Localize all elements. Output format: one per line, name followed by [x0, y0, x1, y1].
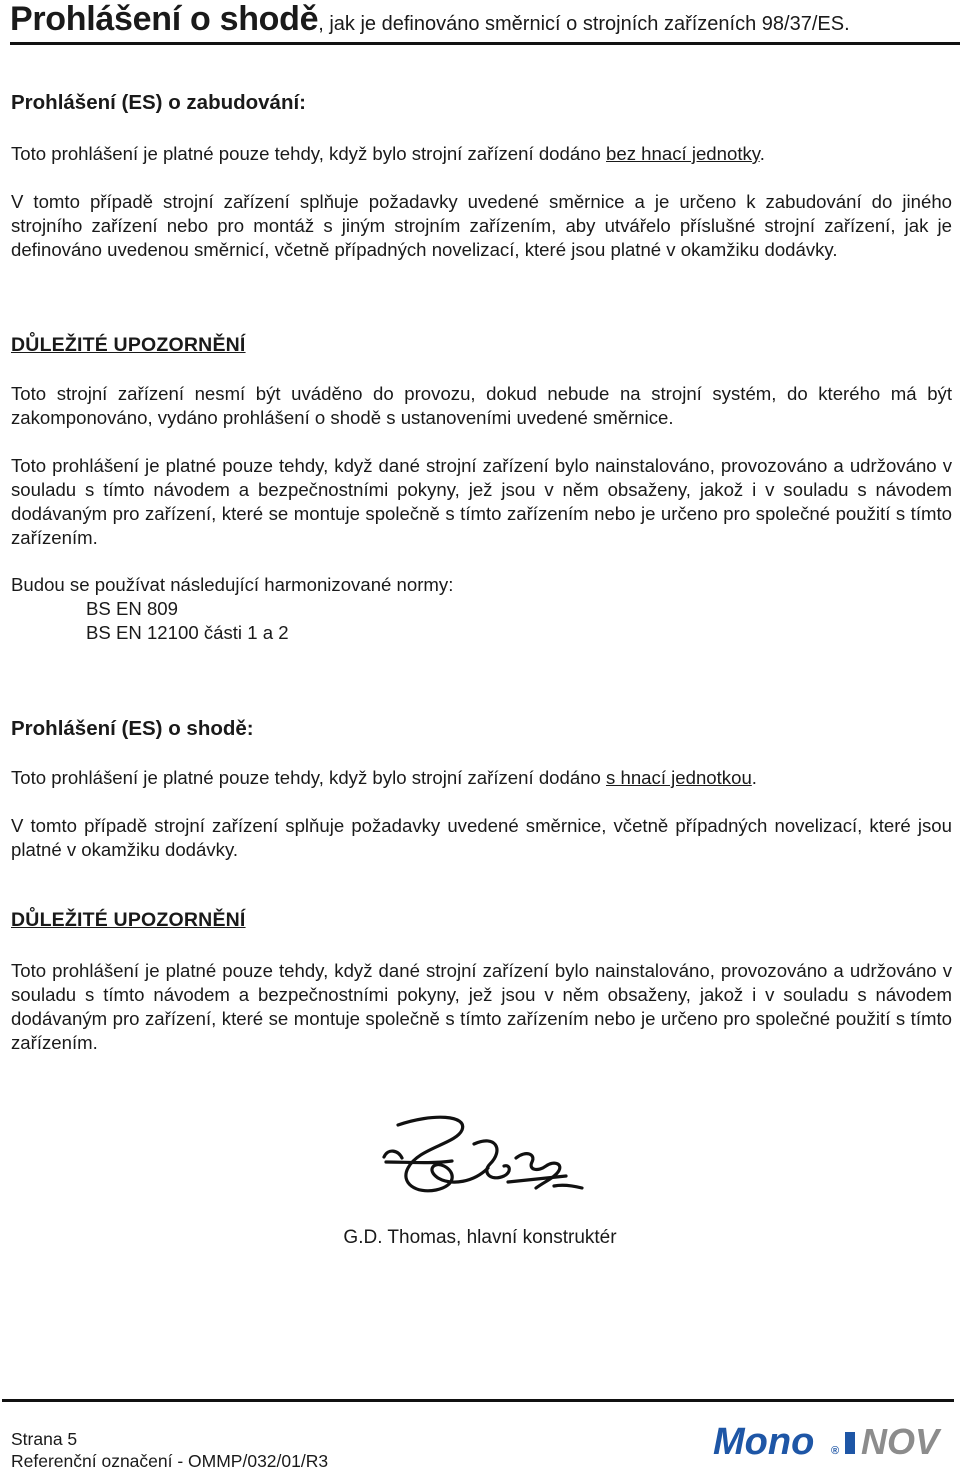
page-header: [10, 0, 960, 45]
footer-text: [11, 1428, 328, 1472]
page-number: Strana 5: [11, 1429, 78, 1449]
standard-item: BS EN 809: [86, 598, 178, 619]
conformity-validity-prefix: Toto prohlášení je platné pouze tehdy, když bylo strojní zařízení dodáno: [11, 767, 607, 788]
conformity-warning-heading: DŮLEŽITÉ UPOZORNĚNÍ: [11, 909, 246, 931]
incorporation-validity-suffix: .: [759, 143, 765, 164]
logo-mono-text: Mono: [713, 1421, 815, 1462]
registered-mark-icon: ®: [831, 1445, 840, 1457]
incorporation-heading: Prohlášení (ES) o zabudování:: [11, 91, 307, 114]
mono-nov-logo: [713, 1418, 945, 1462]
standards-block: [11, 573, 952, 645]
incorporation-paragraph: V tomto případě strojní zařízení splňuje požadavky uvedené směrnice a je určeno k zabudování do jiného strojního zařízení nebo pro montáž s jiným strojním zařízením, aby utvářelo příslušné strojní zařízení, jak je definováno uvedenou směrnicí, včetně případných novelizací, které jsou platné v okamžiku dodávky.: [11, 191, 952, 260]
conformity-warning-text: Toto prohlášení je platné pouze tehdy, když dané strojní zařízení bylo nainstalováno, provozováno a udržováno v souladu s tímto návodem a bezpečnostními pokyny, jež jsou v něm obsaženy, jakož i v souladu s návodem dodávaným pro zařízení, které se montuje společně s tímto zařízením nebo je určeno pro společné použití s tímto zařízením.: [11, 960, 952, 1053]
page-subtitle: , jak je definováno směrnicí o strojních zařízeních 98/37/ES.: [318, 13, 850, 35]
incorporation-warning-text-2: Toto prohlášení je platné pouze tehdy, když dané strojní zařízení bylo nainstalováno, provozováno a udržováno v souladu s tímto návodem a bezpečnostními pokyny, jež jsou v něm obsaženy, jakož i v souladu s návodem dodávaným pro zařízení, které se montuje společně s tímto zařízením nebo je určeno pro společné použití s tímto zařízením.: [11, 455, 952, 548]
conformity-validity: [11, 766, 952, 790]
incorporation-validity-emphasis: bez hnací jednotky: [606, 143, 760, 164]
signer-name: G.D. Thomas, hlavní konstruktér: [343, 1227, 617, 1248]
incorporation-validity-prefix: Toto prohlášení je platné pouze tehdy, když bylo strojní zařízení dodáno: [11, 143, 607, 164]
standard-item: BS EN 12100 části 1 a 2: [86, 622, 289, 643]
reference-code: Referenční označení - OMMP/032/01/R3: [11, 1451, 329, 1471]
conformity-validity-suffix: .: [751, 767, 757, 788]
logo-graphic: [713, 1418, 945, 1462]
incorporation-validity: [11, 142, 952, 166]
logo-separator: [845, 1432, 855, 1454]
signature-drawing: [378, 1110, 593, 1205]
logo-nov-text: NOV: [861, 1421, 940, 1462]
incorporation-warning-text-1: Toto strojní zařízení nesmí být uváděno do provozu, dokud nebude na strojní systém, do kterého má být zakomponováno, vydáno prohlášení o shodě s ustanoveními uvedené směrnice.: [11, 383, 952, 428]
conformity-paragraph: V tomto případě strojní zařízení splňuje požadavky uvedené směrnice, včetně případných novelizací, které jsou platné v okamžiku dodávky.: [11, 815, 952, 860]
signature-image: [378, 1110, 593, 1205]
page-title: Prohlášení o shodě: [10, 0, 319, 38]
conformity-validity-emphasis: s hnací jednotkou: [606, 767, 752, 788]
standards-intro: Budou se používat následující harmonizované normy:: [11, 574, 454, 595]
conformity-heading: Prohlášení (ES) o shodě:: [11, 717, 254, 740]
footer-rule: [2, 1399, 954, 1402]
incorporation-warning-heading: DŮLEŽITÉ UPOZORNĚNÍ: [11, 334, 246, 356]
